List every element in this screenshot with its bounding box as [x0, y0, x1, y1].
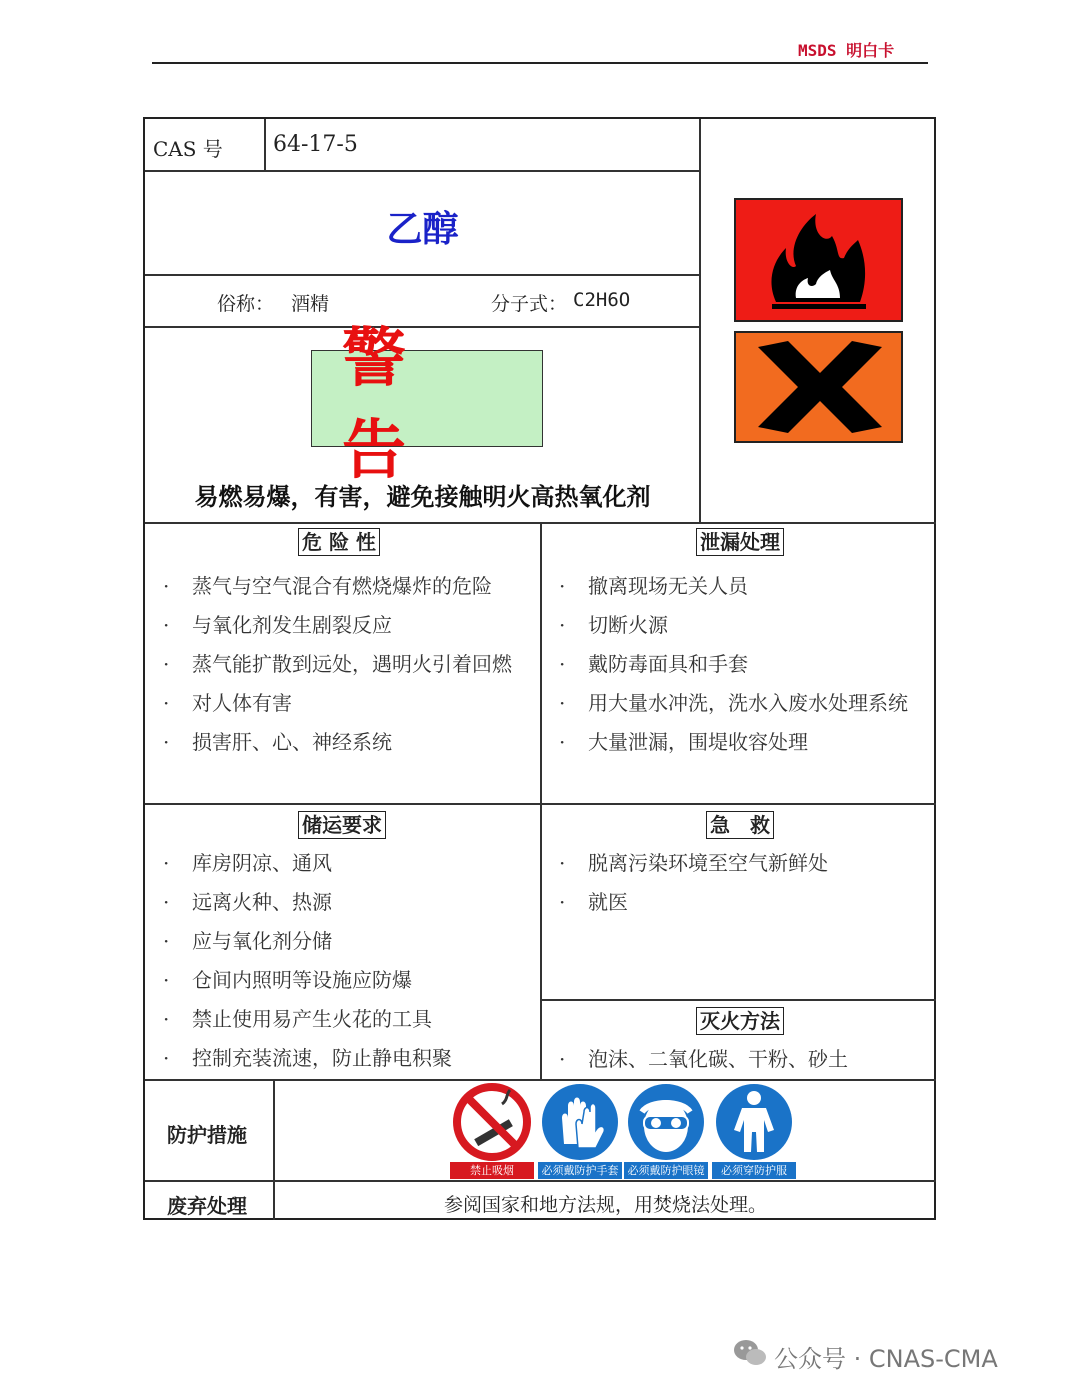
cas-value: 64-17-5	[273, 132, 358, 157]
list-item: · 与氧化剂发生剧裂反应	[163, 613, 392, 637]
leak-title: 泄漏处理	[696, 528, 784, 556]
hazard-list	[163, 567, 512, 762]
list-item: · 禁止使用易产生火花的工具	[163, 1007, 432, 1031]
harmful-x-icon	[734, 331, 903, 443]
alias-label: 俗称：	[217, 293, 275, 315]
divider	[540, 999, 936, 1001]
signal-word-box	[311, 321, 543, 488]
flame-icon	[734, 198, 903, 322]
first-aid-list	[559, 844, 828, 922]
wechat-icon	[732, 1338, 768, 1374]
leak-list	[559, 567, 908, 762]
divider	[264, 119, 266, 171]
list-item: · 损害肝、心、神经系统	[163, 730, 392, 754]
list-item: · 对人体有害	[163, 691, 292, 715]
list-item: · 用大量水冲洗，洗水入废水处理系统	[559, 691, 908, 715]
list-item: · 大量泄漏，围堤收容处理	[559, 730, 808, 754]
list-item: · 切断火源	[559, 613, 668, 637]
list-item: · 蒸气与空气混合有燃烧爆炸的危险	[163, 574, 492, 598]
list-item: · 仓间内照明等设施应防爆	[163, 968, 412, 992]
list-item: · 控制充装流速，防止静电积聚	[163, 1046, 452, 1070]
list-item: · 就医	[559, 890, 628, 914]
chemical-name: 乙醇	[386, 209, 459, 250]
protection-label: 防护措施	[167, 1123, 247, 1147]
sign-caption: 必须戴防护眼镜	[624, 1162, 708, 1179]
divider	[145, 170, 700, 172]
disposal-text: 参阅国家和地方法规，用焚烧法处理。	[443, 1194, 767, 1216]
divider	[540, 522, 542, 1080]
formula-label: 分子式：	[491, 293, 568, 315]
warning-description: 易燃易爆，有害，避免接触明火高热氧化剂	[194, 483, 651, 511]
list-item: · 脱离污染环境至空气新鲜处	[559, 851, 828, 875]
list-item: · 蒸气能扩散到远处，遇明火引着回燃	[163, 652, 512, 676]
msds-card	[143, 117, 936, 1220]
disposal-label: 废弃处理	[167, 1194, 247, 1218]
header-label: MSDS 明白卡	[798, 41, 895, 60]
no-smoking-icon	[450, 1082, 534, 1180]
fire-list	[559, 1040, 848, 1079]
sign-caption: 必须穿防护服	[712, 1162, 796, 1179]
formula-value: C2H6O	[573, 289, 631, 311]
footer-text: 公众号 · CNAS-CMA	[774, 1344, 998, 1373]
storage-list	[163, 844, 452, 1078]
divider	[145, 803, 936, 805]
header-rule	[152, 62, 928, 64]
list-item: · 戴防毒面具和手套	[559, 652, 748, 676]
list-item: · 撤离现场无关人员	[559, 574, 748, 598]
list-item: · 库房阴凉、通风	[163, 851, 332, 875]
list-item: · 远离火种、热源	[163, 890, 332, 914]
fire-title: 灭火方法	[696, 1007, 784, 1035]
footer-watermark	[732, 1338, 998, 1374]
cas-label: CAS 号	[153, 137, 223, 161]
gloves-icon	[538, 1082, 622, 1180]
divider	[145, 1180, 936, 1182]
divider	[145, 1079, 936, 1081]
list-item: · 泡沫、二氧化碳、干粉、砂土	[559, 1047, 848, 1071]
sign-caption: 禁止吸烟	[450, 1162, 534, 1179]
goggles-icon	[624, 1082, 708, 1180]
signal-word: 警 告	[342, 321, 436, 488]
list-item: · 应与氧化剂分储	[163, 929, 332, 953]
alias-value: 酒精	[291, 293, 330, 315]
first-aid-title: 急 救	[706, 811, 774, 839]
protective-suit-icon	[712, 1082, 796, 1180]
storage-title: 储运要求	[298, 811, 386, 839]
divider	[699, 119, 701, 524]
divider	[145, 274, 700, 276]
hazard-title: 危 险 性	[298, 528, 380, 556]
sign-caption: 必须戴防护手套	[538, 1162, 622, 1179]
